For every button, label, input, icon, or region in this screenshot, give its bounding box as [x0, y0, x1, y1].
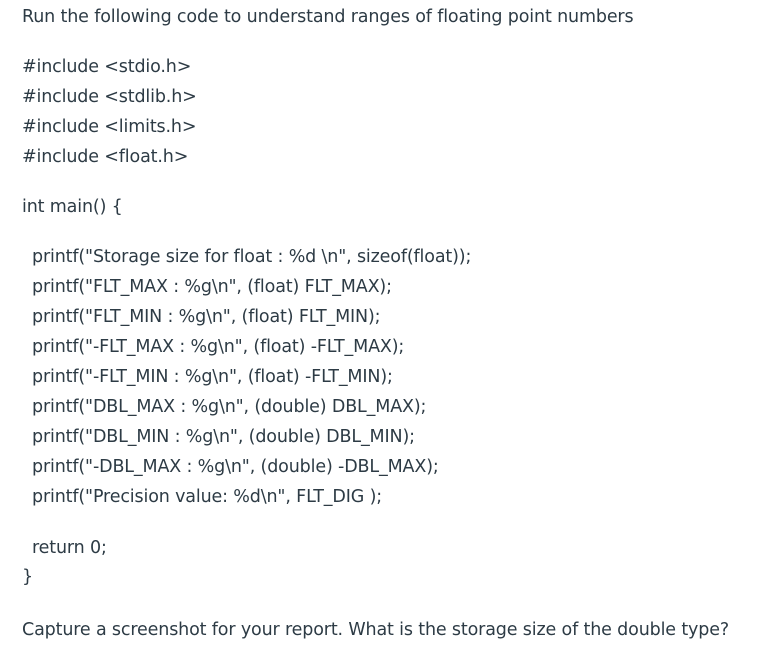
include-stdlib: #include <stdlib.h>	[22, 87, 197, 107]
main-signature: int main() {	[22, 197, 123, 217]
printf-neg-dbl-max: printf("-DBL_MAX : %g\n", (double) -DBL_MAX);	[32, 457, 439, 477]
closing-brace: }	[22, 567, 33, 587]
printf-neg-flt-min: printf("-FLT_MIN : %g\n", (float) -FLT_MIN);	[32, 367, 393, 387]
include-float: #include <float.h>	[22, 147, 189, 167]
printf-float-size: printf("Storage size for float : %d \n", sizeof(float));	[32, 247, 472, 267]
printf-precision: printf("Precision value: %d\n", FLT_DIG );	[32, 487, 382, 507]
include-limits: #include <limits.h>	[22, 117, 197, 137]
printf-flt-min: printf("FLT_MIN : %g\n", (float) FLT_MIN);	[32, 307, 381, 327]
printf-flt-max: printf("FLT_MAX : %g\n", (float) FLT_MAX);	[32, 277, 392, 297]
printf-dbl-min: printf("DBL_MIN : %g\n", (double) DBL_MIN);	[32, 427, 415, 447]
include-stdio: #include <stdio.h>	[22, 57, 192, 77]
return-statement: return 0;	[32, 538, 107, 558]
intro-text: Run the following code to understand ranges of floating point numbers	[22, 7, 634, 27]
question-text: Capture a screenshot for your report. What is the storage size of the double type?	[22, 620, 729, 640]
printf-neg-flt-max: printf("-FLT_MAX : %g\n", (float) -FLT_MAX);	[32, 337, 405, 357]
printf-dbl-max: printf("DBL_MAX : %g\n", (double) DBL_MAX);	[32, 397, 427, 417]
